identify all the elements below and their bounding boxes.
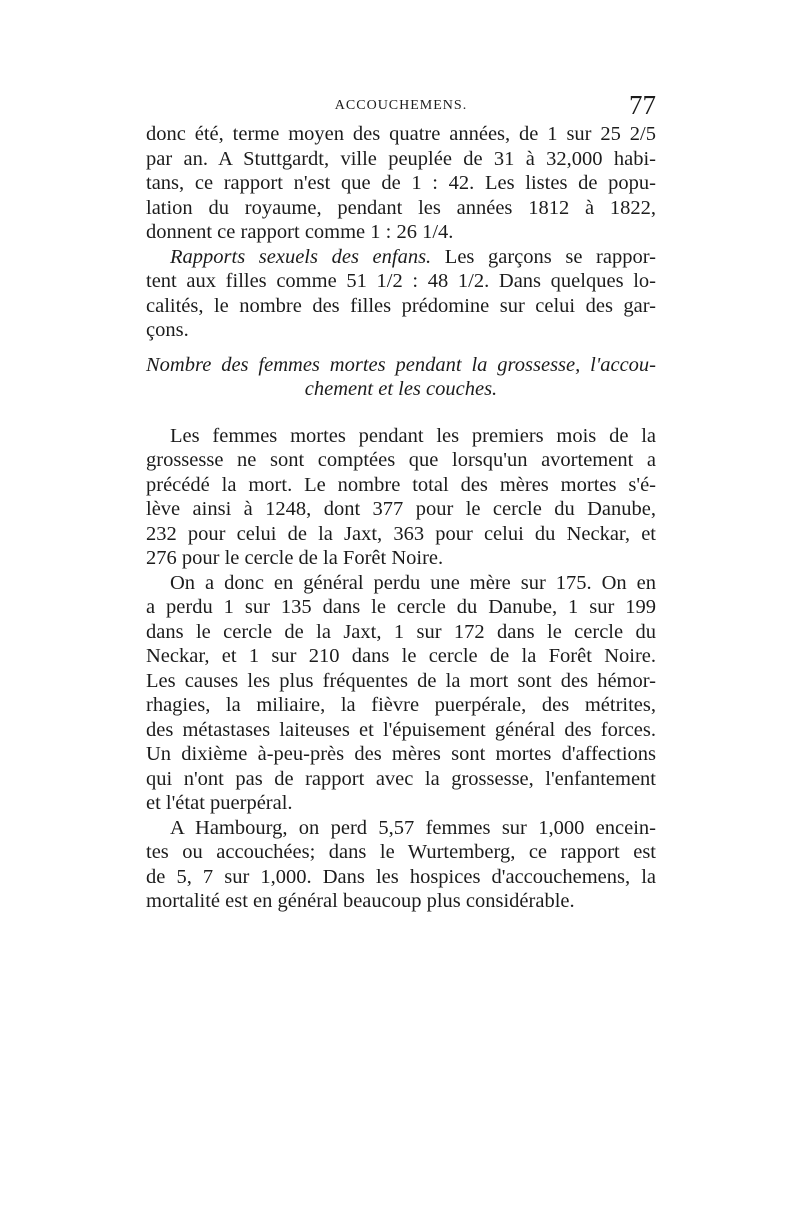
- text-line: Les femmes mortes pendant les premiers mois de la: [170, 424, 656, 447]
- text-line: On a donc en général perdu une mère sur 175. On en: [170, 571, 656, 594]
- section-heading: [146, 353, 656, 402]
- text-line: tent aux filles comme 51 1/2 : 48 1/2. Dans quelques lo-: [146, 270, 656, 292]
- section-heading-line: Nombre des femmes mortes pendant la grossesse, l'accou-: [146, 353, 656, 376]
- text-line: dans le cercle de la Jaxt, 1 sur 172 dans le cercle du: [146, 620, 656, 643]
- paragraph-3: [146, 424, 656, 571]
- text-line: des métastases laiteuses et l'épuisement général des forces.: [146, 718, 656, 741]
- text-line: a perdu 1 sur 135 dans le cercle du Danube, 1 sur 199: [146, 596, 656, 618]
- text-line: tans, ce rapport n'est que de 1 : 42. Les listes de popu-: [146, 172, 656, 194]
- text-line: Neckar, et 1 sur 210 dans le cercle de la Forêt Noire.: [146, 645, 656, 667]
- text-line: rhagies, la miliaire, la fièvre puerpérale, des métrites,: [146, 694, 656, 716]
- spacer: [146, 402, 656, 424]
- text-line: lation du royaume, pendant les années 1812 à 1822,: [146, 196, 656, 219]
- text-line: [146, 245, 656, 270]
- text-line: 232 pour celui de la Jaxt, 363 pour celui du Neckar, et: [146, 522, 656, 545]
- text-span: Les garçons se rappor-: [431, 245, 656, 268]
- book-page: [146, 90, 656, 914]
- section-heading-line: chement et les couches.: [304, 378, 498, 400]
- text-line: 276 pour le cercle de la Forêt Noire.: [146, 547, 444, 569]
- paragraph-4: [146, 571, 656, 816]
- text-line: de 5, 7 sur 1,000. Dans les hospices d'accouchemens, la: [146, 865, 656, 888]
- text-line: qui n'ont pas de rapport avec la grossesse, l'enfantement: [146, 767, 656, 790]
- text-line: Un dixième à-peu-près des mères sont mortes d'affections: [146, 743, 656, 765]
- page-header: [146, 90, 656, 122]
- text-line: calités, le nombre des filles prédomine sur celui des gar-: [146, 294, 656, 317]
- text-line: Les causes les plus fréquentes de la mort sont des hémor-: [146, 669, 656, 692]
- paragraph-1: [146, 122, 656, 245]
- text-line: donnent ce rapport comme 1 : 26 1/4.: [146, 221, 454, 243]
- text-line: tes ou accouchées; dans le Wurtemberg, ce rapport est: [146, 841, 656, 863]
- text-line: grossesse ne sont comptées que lorsqu'un avortement a: [146, 449, 656, 471]
- text-line: çons.: [146, 319, 189, 341]
- spacer: [146, 343, 656, 353]
- text-line: et l'état puerpéral.: [146, 792, 293, 814]
- page-number: 77: [629, 90, 656, 120]
- text-line: A Hambourg, on perd 5,57 femmes sur 1,000 encein-: [170, 816, 656, 839]
- running-title: ACCOUCHEMENS.: [334, 98, 468, 113]
- text-line: mortalité est en général beaucoup plus considérable.: [146, 890, 575, 912]
- text-line: par an. A Stuttgardt, ville peuplée de 31 à 32,000 habi-: [146, 147, 656, 170]
- paragraph-2: [146, 245, 656, 343]
- text-line: lève ainsi à 1248, dont 377 pour le cercle du Danube,: [146, 498, 656, 520]
- text-line: donc été, terme moyen des quatre années, de 1 sur 25 2/5: [146, 123, 656, 145]
- text-line: précédé la mort. Le nombre total des mères mortes s'é-: [146, 473, 656, 496]
- subsection-title: Rapports sexuels des enfans.: [170, 245, 432, 268]
- paragraph-5: [146, 816, 656, 914]
